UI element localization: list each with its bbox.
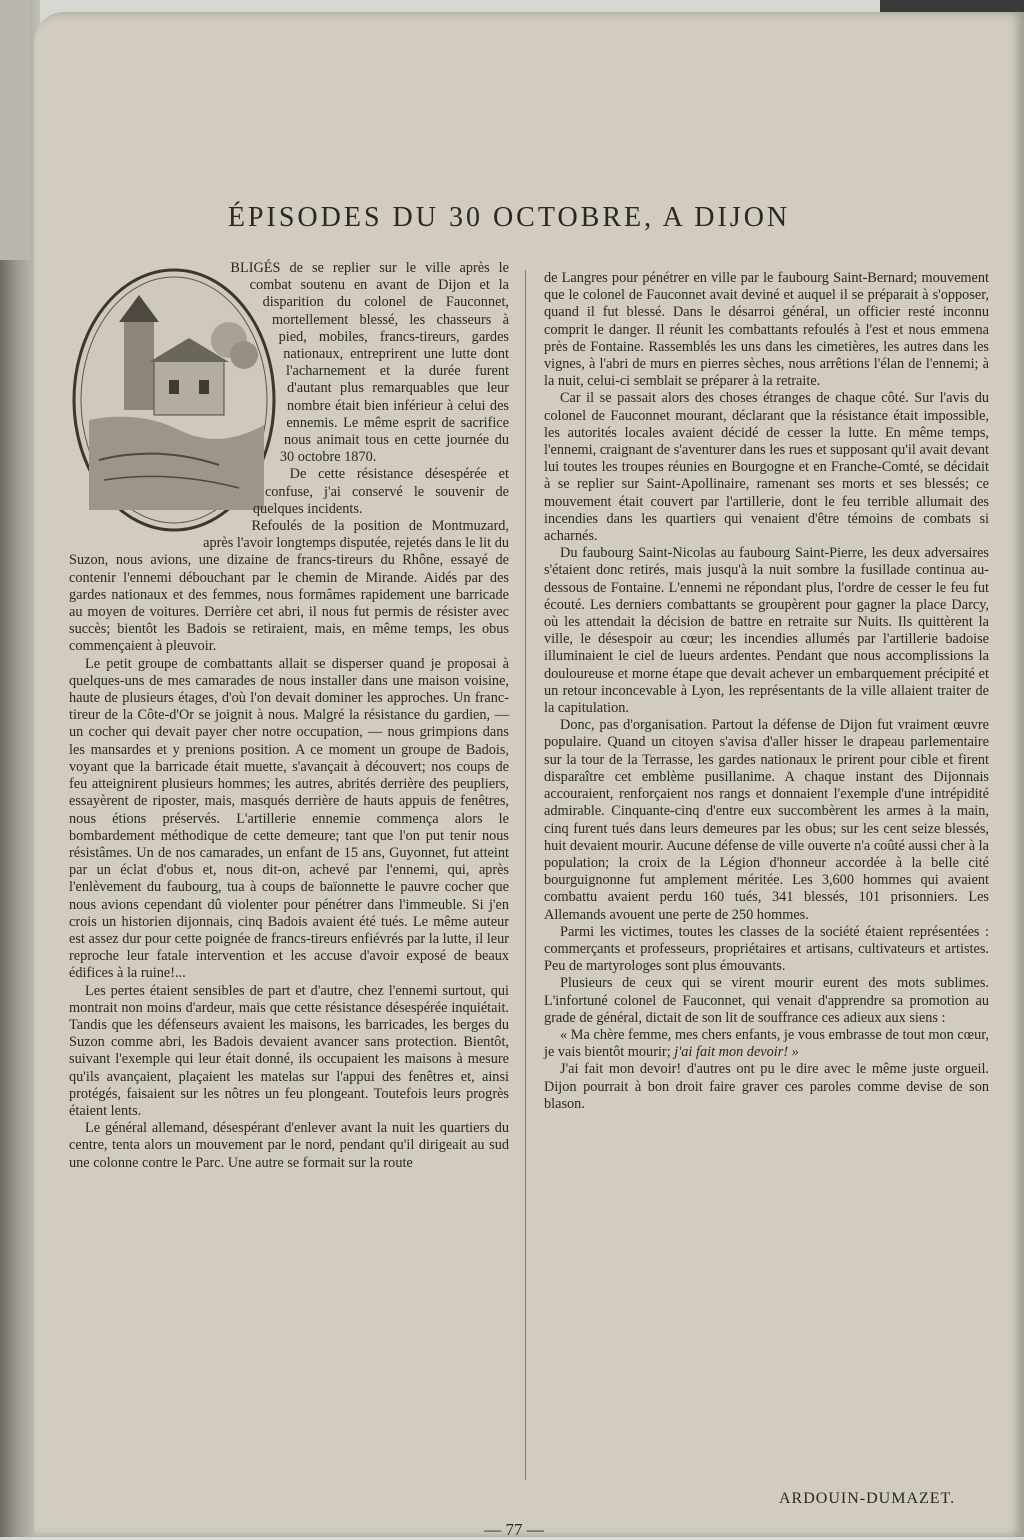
paragraph: De cette résistance désespérée et confuse, j'ai conservé le souvenir de quelques incidents. bbox=[252, 466, 509, 517]
paragraph: BLIGÉS de se replier sur le ville après le combat soutenu en avant de Dijon et la disparition du colonel de Fauconnet, mortellement blessé, les chasseurs à pied, mobiles, francs-tireurs, gardes nationaux, entreprirent une lutte dont l'acharnement et la durée furent d'autant plus remarquables que leur nombre était bien inférieur à celui des ennemis. Le même esprit de sacrifice nous animait tous en cette journée du 30 octobre 1870. bbox=[230, 260, 509, 466]
quote bbox=[544, 1027, 989, 1061]
column-divider bbox=[525, 270, 526, 1480]
paragraph: Du faubourg Saint-Nicolas au faubourg Saint-Pierre, les deux adversaires s'étaient donc retirés, mais jusqu'à la nuit sombre la fusillade continua au-dessous de Fontaine. L'ennemi ne répondant plus, l'ordre de cesser le feu fut écouté. Les derniers combattants se groupèrent pour gagner la place Darcy, où les attendait la décision de battre en retraite sur Nuits. Ils quittèrent la ville, le désespoir au cœur; les incendies allumés par l'artillerie badoise illuminaient le ciel de lueurs ardentes. Pendant que nous accomplissions la douloureuse et morne étape que devait achever un embarquement précipité et un retour inconcevable à Lyon, les représentants de la ville allaient traiter de la capitulation. bbox=[544, 545, 989, 717]
paragraph: Refoulés de la position de Montmuzard, après l'avoir longtemps disputée, rejetés dans le lit du Suzon, nous avions, une dizaine de francs-tireurs du Rhône, essayé de contenir l'ennemi débouchant par le chemin de Mirande. Aidés par des gardes nationaux et des femmes, nous formâmes rapidement une barricade au moyen de voitures. Derrière cet abri, il nous fut permis de résister avec succès; bientôt les Badois se retiraient, mais, en même temps, les obus commençaient à pleuvoir. bbox=[69, 518, 509, 655]
paragraph: Donc, pas d'organisation. Partout la défense de Dijon fut vraiment œuvre populaire. Quand un citoyen s'avisa d'aller hisser le drapeau parlementaire sur la tour de la Terrasse, les gardes nationaux le prirent pour cible et firent disparaître cet emblème pusillanime. A chaque instant des Dijonnais accouraient, renforçaient nos rangs et donnaient l'exemple d'une intrépidité admirable. Cinquante-cinq d'entre eux succombèrent les armes à la main, cinq furent tués dans leurs demeures par les obus; sur les cent seize blessés, huit devaient mourir. Aucune défense de ville ouverte n'a coûté aussi cher à la population; la croix de la Légion d'honneur accordée à la belle cité bourguignonne fut amplement méritée. Les 3,600 hommes qui avaient combattu avaient perdu 160 tués, 341 blessés, 101 prisonniers. Les Allemands avouent une perte de 250 hommes. bbox=[544, 717, 989, 923]
book-page bbox=[34, 12, 1024, 1537]
paragraph: Le général allemand, désespérant d'enlever avant la nuit les quartiers du centre, tenta alors un mouvement par le nord, pendant qu'il dirigeait au sud une colonne contre le Parc. Une autre se formait sur la route bbox=[69, 1120, 509, 1171]
paragraph: de Langres pour pénétrer en ville par le faubourg Saint-Bernard; mouvement que le colonel de Fauconnet avait deviné et auquel il se préparait à s'opposer, quand il fut blessé. Dans le désarroi général, un officier resté inconnu comprit le danger. Il réunit les combattants refoulés à l'est et nous emmena près de Fontaine. Rassemblés les uns dans les cimetières, les autres dans les vignes, à l'abri de murs en pierres sèches, nous arrêtions l'élan de l'ennemi; à la nuit, celui-ci semblait se préparer à la retraite. bbox=[544, 270, 989, 390]
paragraph: Parmi les victimes, toutes les classes de la société étaient représentées : commerçants et professeurs, propriétaires et artisans, cultivateurs et artistes. Peu de martyrologes sont plus émouvants. bbox=[544, 923, 989, 975]
paragraph: Le petit groupe de combattants allait se disperser quand je proposai à quelques-uns de mes camarades de nous installer dans une maison voisine, haute de plusieurs étages, d'où l'on devait dominer les approches. Un franc-tireur de la Côte-d'Or se joignit à nous. Malgré la résistance du gardien, — un cocher qui devait payer cher notre occupation, — nous grimpions dans les mansardes et y prenions position. A ce moment un groupe de Badois, voyant que la barricade était muette, s'avançait à découvert; nos coups de feu atteignirent plusieurs hommes; les autres, abrités derrière des peupliers, essayèrent de riposter, mais, masqués derrière de hauts appuis de fenêtres, nous étions préservés. L'artillerie ennemie commença alors le bombardement méthodique de cette demeure; tant que l'on put tenir nous résistâmes. Un de nos camarades, un enfant de 15 ans, Guyonnet, fut atteint par un éclat d'obus et, nous dit-on, achevé par l'ennemi, qui, après l'enlèvement du faubourg, tua à coups de baïonnette le pauvre cocher que nous avions cependant dû violenter pour pénétrer dans l'immeuble. Si j'en crois un historien dijonnais, cinq Badois avaient été tués. Le même auteur est assez dur pour cette poignée de francs-tireurs enfiévrés par la lutte, il leur reproche leur fatale intervention et les accuse d'avoir exposé de beaux édifices à la ruine!... bbox=[69, 655, 509, 982]
author-signature: ARDOUIN-DUMAZET. bbox=[779, 1490, 956, 1507]
engraving-vignette-icon bbox=[69, 260, 279, 535]
right-column bbox=[544, 270, 989, 1113]
page-number: — 77 — bbox=[484, 1520, 544, 1539]
paragraph: Plusieurs de ceux qui se virent mourir eurent des mots sublimes. L'infortuné colonel de Fauconnet, qui venait d'apprendre sa promotion au grade de général, dictait de son lit de souffrance ces adieux aux siens : bbox=[544, 975, 989, 1026]
closing-paragraph: J'ai fait mon devoir! d'autres ont pu le dire avec le même juste orgueil. Dijon pourrait à bon droit faire graver ces paroles comme devise de son blason. bbox=[544, 1061, 989, 1112]
left-column bbox=[69, 260, 509, 1172]
article-title: ÉPISODES DU 30 OCTOBRE, A DIJON bbox=[227, 202, 791, 233]
previous-page-edge bbox=[0, 0, 30, 260]
paragraph: Les pertes étaient sensibles de part et d'autre, chez l'ennemi surtout, qui montrait non moins d'ardeur, mais que cette résistance désespérée inquiétait. Tandis que les défenseurs avaient les maisons, les barricades, les berges du Suzon comme abri, les Badois devaient avancer sans protection. Bientôt, suivant l'exemple qui leur était donné, ils occupaient les maisons à mesure qu'ils avançaient, plaçaient les matelas sur l'appui des fenêtres et, ainsi protégés, faisaient sur les nôtres un feu plongeant. Toutefois leurs progrès étaient lents. bbox=[69, 982, 509, 1119]
quote-text: « Ma chère femme, mes chers enfants, je vous embrasse de tout mon cœur, je vais bientôt mourir; bbox=[544, 1026, 989, 1061]
paragraph: Car il se passait alors des choses étranges de chaque côté. Sur l'avis du colonel de Fauconnet mourant, déclarant que la résistance était impossible, les autorités locales avaient décidé de cesser la lutte. En même temps, l'ennemi, craignant de s'aventurer dans les rues et supposant qu'il avait devant lui toutes les troupes réunies en Bourgogne et en Franche-Comté, se décidait à se replier sur Saint-Apollinaire, ramenant ses morts et ses blessés; ce mouvement était couvert par l'artillerie, dont le feu terrible allumait des incendies dans les quartiers qui venaient d'être témoins de combats si acharnés. bbox=[544, 390, 989, 545]
quote-italic-text: j'ai fait mon devoir! » bbox=[674, 1044, 799, 1061]
